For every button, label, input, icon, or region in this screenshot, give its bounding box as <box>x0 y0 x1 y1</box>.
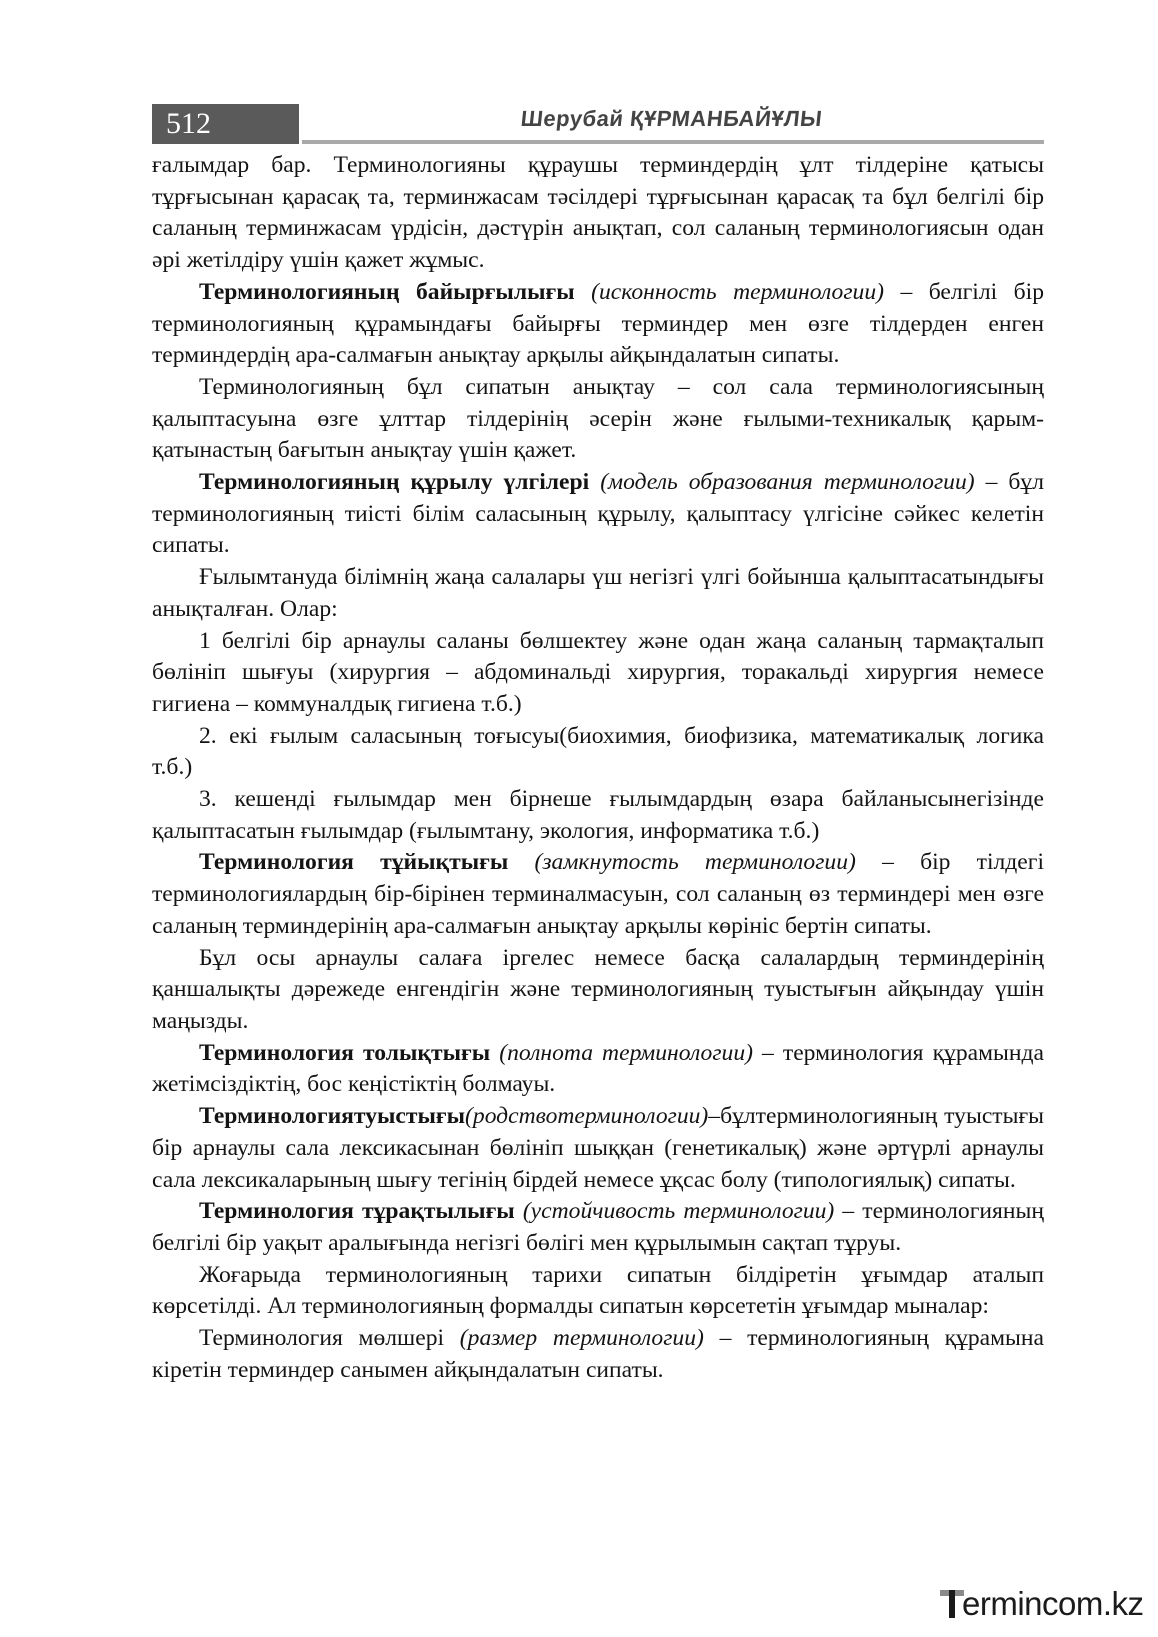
page-number-box <box>152 104 299 144</box>
paragraph: Жоғарыда терминологияның тарихи сипатын білдіретін ұғымдар аталып көрсетілді. Ал терминологияның формалды сипатын көрсететін ұғымдар мыналар: <box>152 1261 1044 1320</box>
term-definition: Терминология мөлшері (размер терминологии) – терминологияның құрамына кіретін терминдер санымен айқындалатын сипаты. <box>152 1325 1044 1383</box>
paragraph: Бұл осы арнаулы салаға іргелес немесе басқа салалардың терминдерінің қаншалықты дәрежеде енгендігін және терминологияның туыстығын айқындау үшін маңызды. <box>152 944 1044 1034</box>
term-definition: Терминология тұрақтылығы (устойчивость терминологии) – терминологияның белгілі бір уақыт аралығында негізгі бөлігі мен құрылымын сақтап тұруы. <box>152 1198 1044 1256</box>
term-title: Терминология тұйықтығы <box>199 849 509 876</box>
watermark-text: ermincom.kz <box>962 1585 1144 1622</box>
term-title: Терминологияның байырғылығы <box>199 278 575 305</box>
term-definition: Терминологияның байырғылығы (исконность терминологии) – белгілі бір терминологияның құрамындағы байырғы терминдер мен өзге тілдерден енген терминдердің ара-салмағын анықтау арқылы айқындалатын сипаты. <box>152 278 1044 369</box>
termincom-logo-icon <box>940 1590 964 1618</box>
russian-equivalent: (устойчивость терминологии) <box>522 1198 835 1225</box>
term-definition: Терминологияның құрылу үлгілері (модель образования терминологии) – бұл терминологияның тиісті білім саласының құрылу, қалыптасу үлгісіне сәйкес келетін сипаты. <box>152 469 1044 559</box>
term-definition: Терминология толықтығы (полнота терминологии) – терминология құрамында жетімсіздіктің, бос кеңістіктің болмауы. <box>152 1039 1044 1098</box>
term-definition: Терминологиятуыстығы(родствотерминологии)–бұлтерминологияның туыстығы бір арнаулы сала лексикасынан бөлініп шыққан (генетикалық) және әртүрлі арнаулы сала лексикаларының шығу тегінің бірдей немесе ұқсас болу (типологиялық) сипаты. <box>152 1103 1044 1193</box>
running-header <box>152 104 1044 146</box>
russian-equivalent: (модель образования терминологии) <box>600 469 975 496</box>
term-definition: Терминология тұйықтығы (замкнутость терминологии) – бір тілдегі терминологиялардың бір-бірінен терминалмасуын, сол саланың өз терминдері мен өзге саланың терминдерінің ара-салмағын анықтау арқылы көрініс бертін сипаты. <box>152 849 1044 939</box>
term-title: Терминология тұрақтылығы <box>199 1198 515 1225</box>
list-item: 1 белгілі бір арнаулы саланы бөлшектеу және одан жаңа саланың тармақталып бөлініп шығуы (хирургия – абдоминальді хирургия, торакальді хирургия немесе гигиена – коммуналдық гигиена т.б.) <box>152 627 1044 717</box>
paragraph: ғалымдар бар. Терминологияны құраушы терминдердің ұлт тілдеріне қатысы тұрғысынан қарасақ та, терминжасам тәсілдері тұрғысынан қарасақ та бұл белгілі бір саланың терминжасам үрдісін, дәстүрін анықтап, сол саланың терминологиясын одан әрі жетілдіру үшін қажет жұмыс. <box>152 152 1044 274</box>
paragraph: Ғылымтануда білімнің жаңа салалары үш негізгі үлгі бойынша қалыптасатындығы анықталған. Олар: <box>152 564 1044 622</box>
list-item: 2. екі ғылым саласының тоғысуы(биохимия, биофизика, математикалық логика т.б.) <box>152 722 1044 781</box>
russian-equivalent: (исконность терминологии) <box>591 278 884 305</box>
site-watermark <box>940 1582 1150 1626</box>
russian-equivalent: (замкнутость терминологии) <box>534 849 856 876</box>
term-title: Терминология мөлшері <box>199 1325 445 1352</box>
russian-equivalent: (родствотерминологии) <box>465 1103 709 1130</box>
term-title: Терминологияның құрылу үлгілері <box>199 469 590 496</box>
russian-equivalent: (полнота терминологии) <box>499 1039 753 1066</box>
page-number: 512 <box>166 107 211 140</box>
russian-equivalent: (размер терминологии) <box>459 1325 704 1352</box>
list-item: 3. кешенді ғылымдар мен бірнеше ғылымдардың өзара байланысынегізінде қалыптасатын ғылымдар (ғылымтану, экология, информатика т.б.) <box>152 786 1044 844</box>
term-title: Терминология толықтығы <box>199 1039 491 1066</box>
header-rule <box>302 140 1044 144</box>
paragraph: Терминологияның бұл сипатын анықтау – сол сала терминологиясының қалыптасуына өзге ұлттар тілдерінің әсерін және ғылыми-техникалық қарым-қатынастың бағытын анықтау үшін қажет. <box>152 373 1044 464</box>
main-text <box>152 150 1044 1386</box>
term-title: Терминологиятуыстығы <box>199 1103 466 1130</box>
running-head-author: Шерубай ҚҰРМАНБАЙҰЛЫ <box>519 106 824 131</box>
